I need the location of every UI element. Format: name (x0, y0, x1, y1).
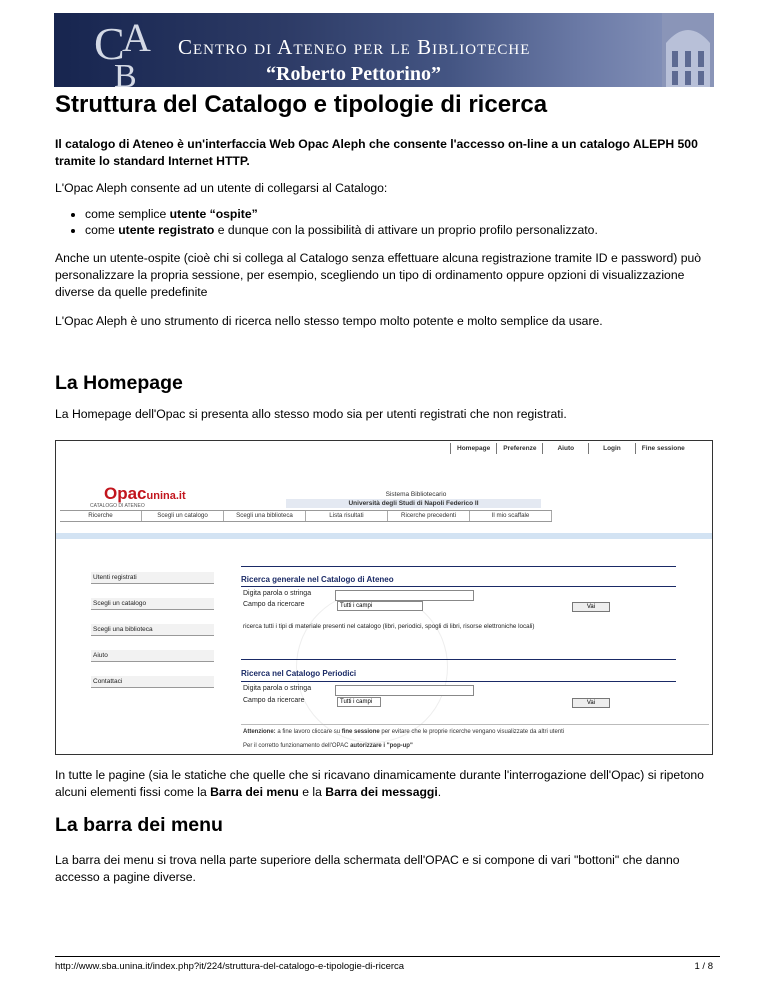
opac-left-item: Scegli un catalogo (91, 598, 214, 610)
opac-nav-item: Ricerche (60, 511, 142, 521)
bullet-list (55, 206, 598, 238)
opac-menu-preferenze: Preferenze (496, 443, 542, 454)
opac-nav-item: Scegli una biblioteca (224, 511, 306, 521)
opac-vai-button: Vai (572, 602, 610, 612)
opac-search2-title: Ricerca nel Catalogo Periodici (241, 669, 357, 678)
opac-select: Tutti i campi (337, 601, 423, 611)
opac-menu-login: Login (588, 443, 635, 454)
opac-label: Digita parola o stringa (243, 590, 312, 597)
opac-top-menu (450, 443, 691, 454)
list-item: • come utente registrato e dunque con la possibilità di attivare un proprio profilo personalizzato. (85, 222, 598, 238)
opac-nav-item: Ricerche precedenti (388, 511, 470, 521)
opac-popup-note: Per il corretto funzionamento dell'OPAC autorizzare i "pop-up" (243, 743, 413, 749)
opac-separator (241, 586, 676, 587)
svg-text:C: C (94, 18, 125, 69)
footer-divider (55, 956, 720, 957)
paragraph-1: L'Opac Aleph consente ad un utente di collegarsi al Catalogo: (55, 181, 388, 195)
cab-logo-icon (92, 15, 182, 87)
opac-search1-title: Ricerca generale nel Catalogo di Ateneo (241, 575, 394, 584)
opac-sistema: Sistema Bibliotecario (385, 491, 447, 498)
header-banner (54, 13, 714, 87)
opac-label: Campo da ricercare (243, 697, 305, 704)
opac-separator (241, 724, 709, 725)
paragraph-4: La Homepage dell'Opac si presenta allo stesso modo sia per utenti registrati che non registrati. (55, 407, 567, 421)
svg-text:A: A (122, 15, 151, 60)
svg-text:B: B (114, 58, 137, 87)
opac-vai-button: Vai (572, 698, 610, 708)
paragraph-5: In tutte le pagine (sia le statiche che quelle che si ricavano dinamicamente durante l'interrogazione dell'Opac) si ripetono alcuni elementi fissi come la Barra dei menu e la Barra dei messaggi. (55, 768, 704, 799)
section-heading-barra-menu: La barra dei menu (55, 814, 223, 836)
opac-menu-fine-sessione: Fine sessione (635, 443, 691, 454)
opac-blue-strip (56, 533, 712, 539)
opac-nav-item: Lista risultati (306, 511, 388, 521)
banner-title: Centro di Ateneo per le Biblioteche (178, 35, 531, 59)
opac-input (335, 685, 474, 696)
paragraph-6: La barra dei menu si trova nella parte superiore della schermata dell'OPAC e si compone di vari "bottoni" che danno accesso a pagine diverse. (55, 853, 680, 884)
intro-paragraph: Il catalogo di Ateneo è un'interfaccia Web Opac Aleph che consente l'accesso on-line a un catalogo ALEPH 500 tramite lo standard Internet HTTP. (55, 137, 698, 168)
paragraph-2: Anche un utente-ospite (cioè chi si collega al Catalogo senza effettuare alcuna registrazione tramite ID e password) può personalizzare la propria sessione, per esempio, scegliendo un tipo di ordinamento oppure opzioni di visualizzazione diverse da quelle predefinite (55, 251, 702, 299)
opac-menu-homepage: Homepage (450, 443, 496, 454)
opac-label: Digita parola o stringa (243, 685, 312, 692)
opac-screenshot: Homepage Preferenze Aiuto Login Fine sessione Opacunina.it CATALOGO DI ATENEO Sistema Bibliotecario Università degli Studi di Napoli Federico II Ricerche Scegli un catalogo Scegli una biblioteca Lista risultati Ricerche precedenti Il mio scaffale Utenti registrati Scegli un catalogo Scegli una biblioteca Aiuto Contattaci Ricerca generale nel Catalogo di Ateneo Digita parola o stringa Campo da ricercare Tutti i campi Vai ricerca tutti i tipi di materiale presenti nel catalogo (libri, periodici, spogli di libri, risorse elettroniche locali) Ricerca nel Catalogo Periodici Digita parola o stringa Campo da ricercare Tutti i campi Vai Attenzione: a fine lavoro cliccare su fine sessione per evitare che le proprie ricerche vengano visualizzate da altri utenti Per il corretto funzionamento dell'OPAC autorizzare i "pop-up" (55, 440, 713, 755)
opac-select: Tutti i campi (337, 697, 381, 707)
opac-input (335, 590, 474, 601)
opac-left-item: Contattaci (91, 676, 214, 688)
footer-url: http://www.sba.unina.it/index.php?it/224/struttura-del-catalogo-e-tipologie-di-ricerca (55, 961, 405, 972)
opac-separator (241, 681, 676, 682)
opac-nav-item: Scegli un catalogo (142, 511, 224, 521)
opac-left-item: Aiuto (91, 650, 214, 662)
page-title: Struttura del Catalogo e tipologie di ricerca (55, 91, 548, 118)
opac-universita: Università degli Studi di Napoli Federico II (286, 499, 541, 508)
opac-separator (241, 566, 676, 567)
page-number: 1 / 8 (694, 961, 713, 972)
opac-label: Campo da ricercare (243, 601, 305, 608)
list-item: • come semplice utente “ospite” (85, 206, 598, 222)
opac-menu-aiuto: Aiuto (542, 443, 588, 454)
opac-attenzione: Attenzione: a fine lavoro cliccare su fine sessione per evitare che le proprie ricerche vengano visualizzate da altri utenti (243, 729, 565, 735)
banner-subtitle: “Roberto Pettorino” (266, 63, 441, 85)
opac-navbar (60, 510, 552, 522)
opac-watermark (296, 591, 448, 743)
opac-separator (241, 659, 676, 660)
opac-nav-item: Il mio scaffale (470, 511, 552, 521)
opac-left-menu (91, 572, 214, 702)
section-heading-homepage: La Homepage (55, 372, 183, 394)
paragraph-3: L'Opac Aleph è uno strumento di ricerca nello stesso tempo molto potente e molto semplice da usare. (55, 314, 603, 328)
opac-left-item: Utenti registrati (91, 572, 214, 584)
opac-desc: ricerca tutti i tipi di materiale presenti nel catalogo (libri, periodici, spogli di libri, risorse elettroniche locali) (243, 623, 535, 630)
building-icon (662, 13, 714, 87)
opac-left-item: Scegli una biblioteca (91, 624, 214, 636)
